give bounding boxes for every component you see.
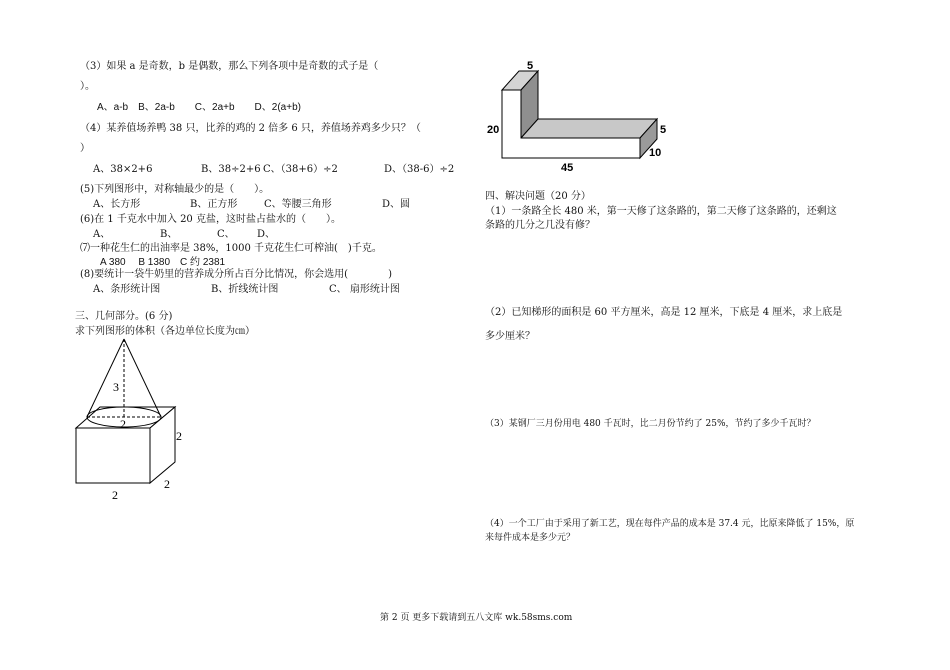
- q4-stem: （4）某养值场养鸭 38 只，比养的鸡的 2 倍多 6 只，养值场养鸡多少只？（: [80, 123, 421, 134]
- q4-option-d: D、（38-6）÷2: [384, 164, 455, 175]
- cube-width-label: 2: [112, 488, 118, 502]
- l-shaped-prism-figure: [485, 58, 675, 173]
- q8-option-c: C、 扇形统计图: [329, 284, 400, 295]
- section3-instruction: 求下列图形的体积（各边单位长度为㎝）: [75, 326, 255, 337]
- q5-stem: (5)下列图形中，对称轴最少的是（ ）。: [80, 184, 270, 195]
- q4-option-a: A、38×2+6: [93, 164, 153, 175]
- prism-top-width-label: 5: [527, 60, 534, 72]
- problem4-line2: 来每件成本是多少元？: [485, 533, 576, 543]
- q6-option-d: D、: [257, 229, 276, 240]
- q8-option-a: A、条形统计图: [93, 284, 161, 295]
- q3-options: A、a-b B、2a-b C、2a+b D、2(a+b): [97, 102, 301, 113]
- problem2-line1: （2）已知梯形的面积是 60 平方厘米，高是 12 厘米，下底是 4 厘米，求上底是: [485, 307, 843, 318]
- page-footer: 第 2 页 更多下载请到五八文库 wk.58sms.com: [380, 613, 573, 623]
- q6-option-a: A、: [93, 229, 111, 240]
- q6-option-b: B、: [160, 229, 178, 240]
- q3-stem: （3）如果 a 是奇数，b 是偶数，那么下列各项中是奇数的式子是（: [80, 61, 379, 72]
- q8-stem: (8)要统计一袋牛奶里的营养成分所占百分比情况，你会选用( ): [80, 269, 392, 280]
- q5-option-b: B、正方形: [190, 199, 238, 210]
- cube-depth-label: 2: [164, 477, 170, 491]
- cone-on-cube-figure: [70, 335, 200, 505]
- prism-depth-label: 10: [649, 147, 662, 159]
- problem4-line1: （4）一个工厂由于采用了新工艺，现在每件产品的成本是 37.4 元，比原来降低了 15%，原: [485, 519, 855, 529]
- q7-options: A 380 B 1380 C 约 2381: [100, 257, 226, 268]
- q6-stem: (6)在 1 千克水中加入 20 克盐，这时盐占盐水的（ ）。: [80, 214, 341, 225]
- q3-stem-end: ）。: [80, 81, 95, 92]
- prism-height-label: 20: [487, 124, 500, 136]
- prism-length-label: 45: [561, 162, 574, 173]
- problem1-line2: 条路的几分之几没有修？: [485, 220, 595, 231]
- section4-title: 四、解决问题（20 分）: [485, 191, 591, 202]
- q4-option-b: B、38÷2+6: [201, 164, 261, 175]
- q6-option-c: C、: [217, 229, 235, 240]
- q7-stem: ⑺一种花生仁的出油率是 38%，1000 千克花生仁可榨油( )千克。: [80, 243, 382, 254]
- cone-height-label: 3: [113, 380, 119, 394]
- prism-right-height-label: 5: [660, 124, 667, 136]
- q4-option-c: C、（38+6）÷2: [263, 164, 338, 175]
- q8-option-b: B、折线统计图: [211, 284, 279, 295]
- q5-option-a: A、长方形: [93, 199, 141, 210]
- cone-diameter-label: 2: [120, 417, 126, 431]
- cube-height-label: 2: [176, 429, 182, 443]
- problem2-line2: 多少厘米？: [485, 331, 535, 342]
- problem1-line1: （1）一条路全长 480 米，第一天修了这条路的，第二天修了这条路的，还剩这: [485, 206, 837, 217]
- q5-option-c: C、等腰三角形: [264, 199, 332, 210]
- q4-stem-end: ）: [80, 143, 90, 154]
- problem3-line1: （3）某钢厂三月份用电 480 千瓦时，比二月份节约了 25%，节约了多少千瓦时？: [485, 419, 816, 429]
- q5-option-d: D、圆: [382, 199, 411, 210]
- section3-title: 三、几何部分。(6 分): [75, 311, 173, 322]
